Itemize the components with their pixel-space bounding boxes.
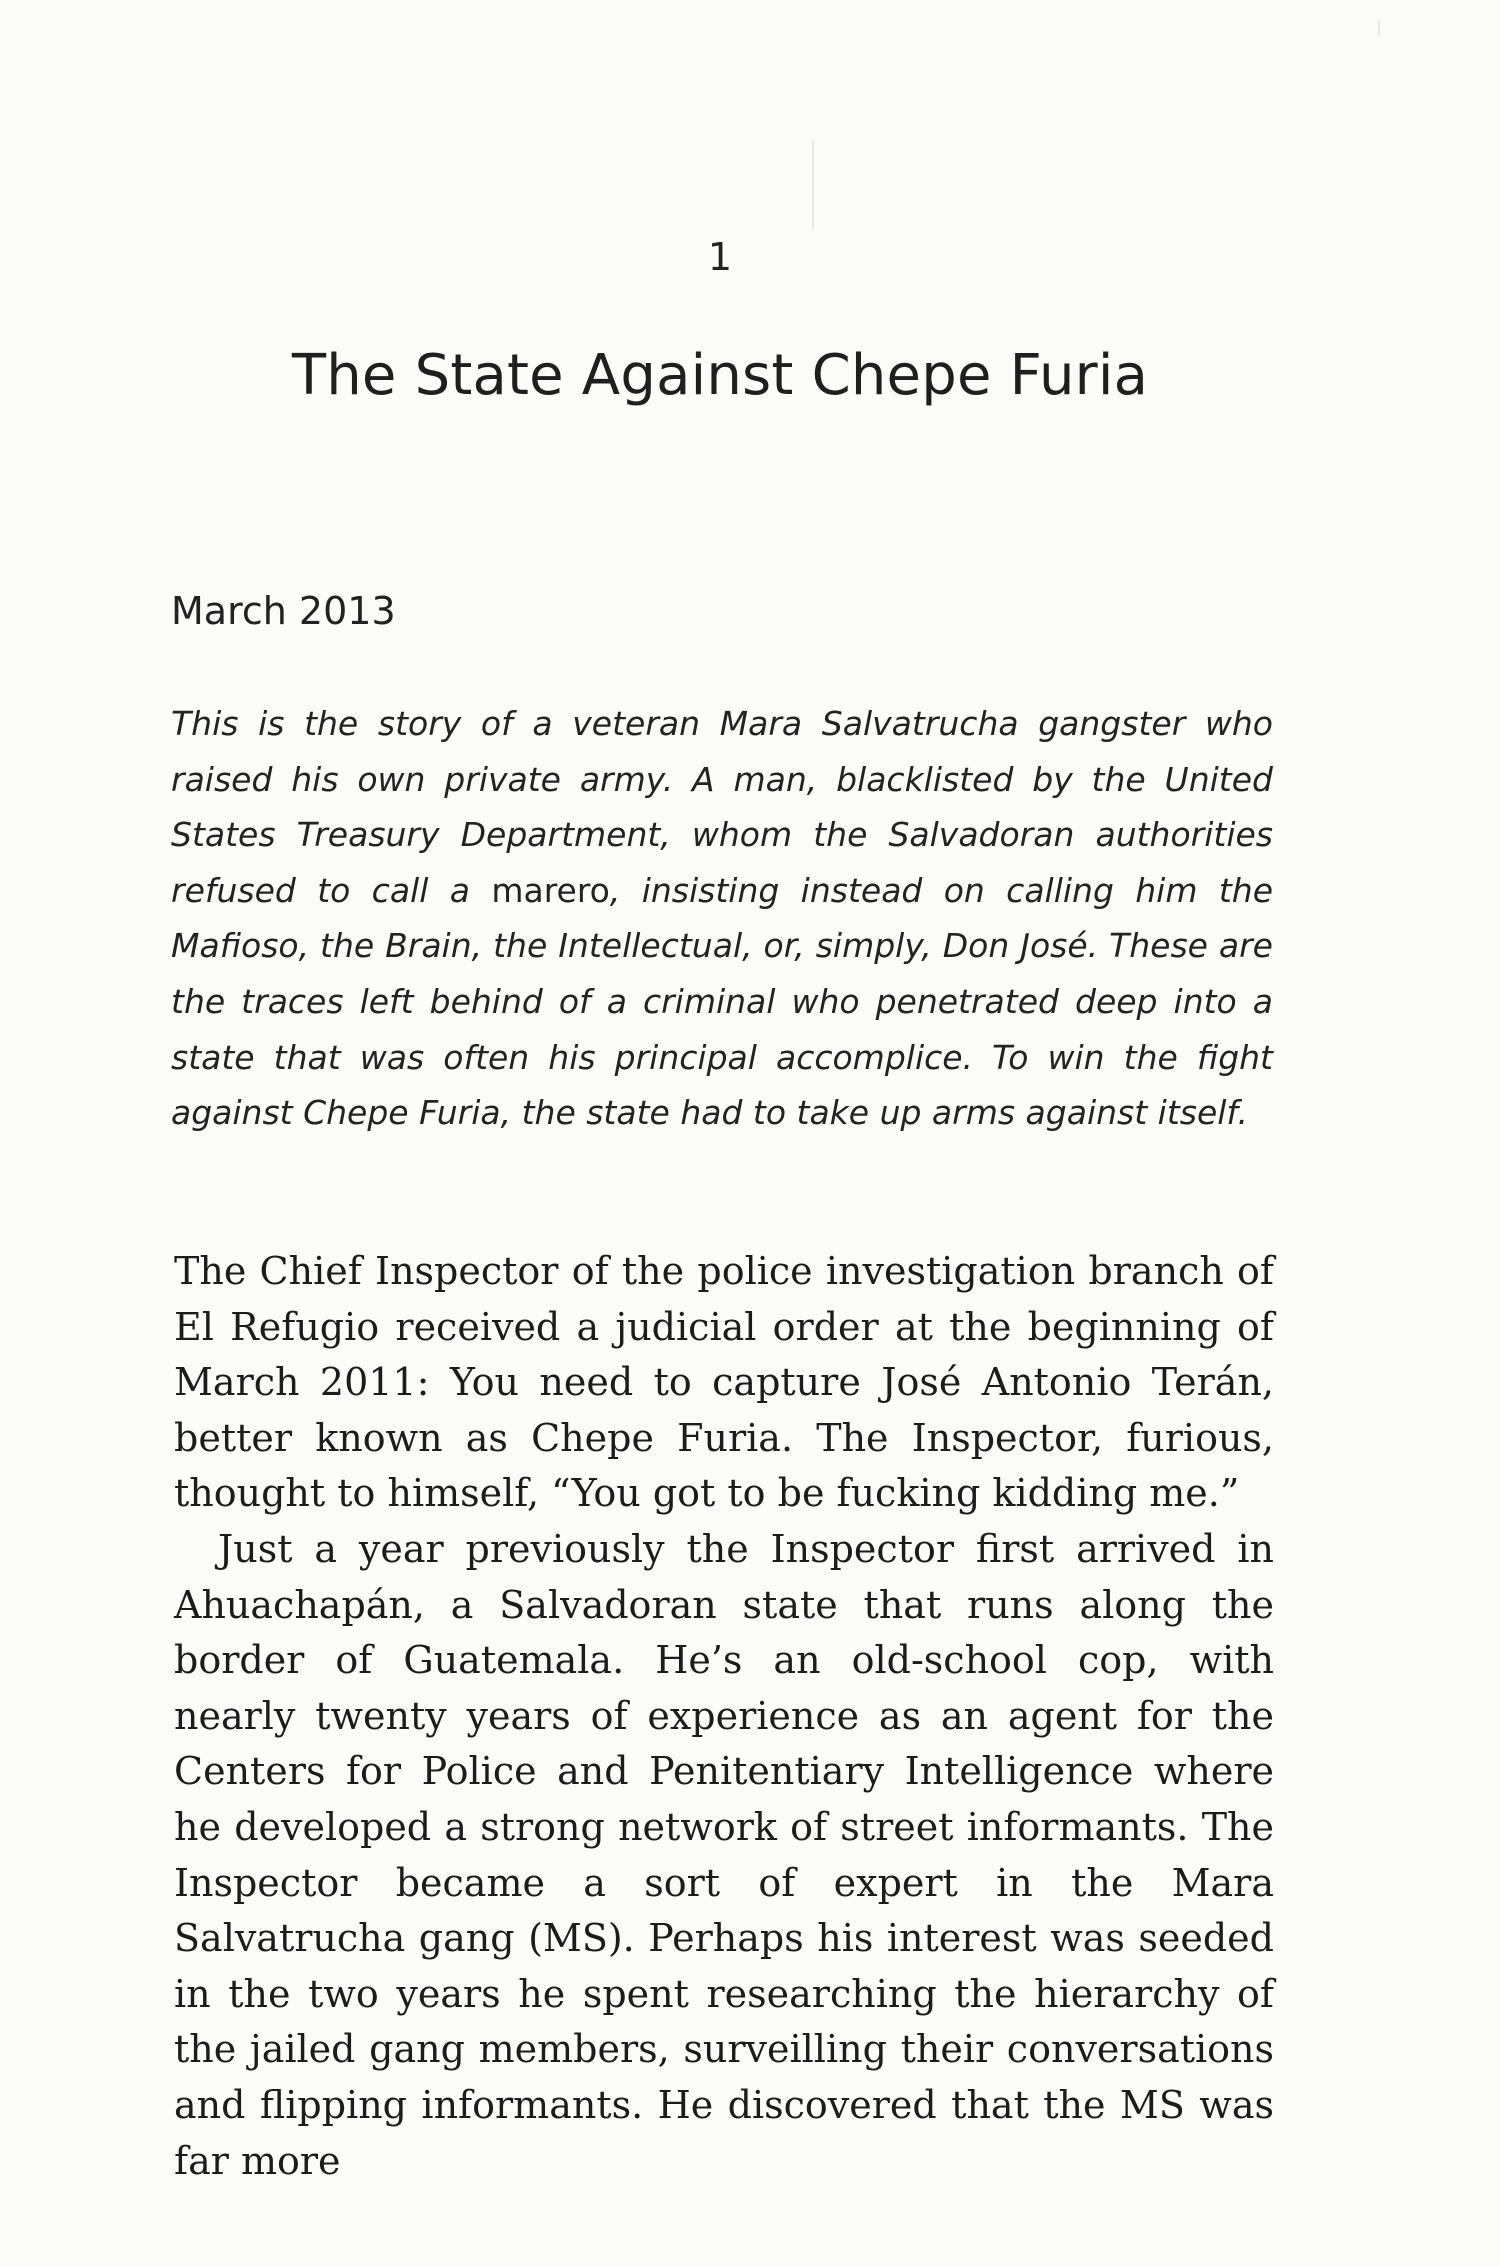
epigraph-text-1: This is the story of a veteran Mara Salvatrucha gangster who raised his own private army. A man, blacklisted by the United States Treasury Department, whom the Salvadoran authorities refused to call a [171, 704, 1273, 910]
chapter-title: The State Against Chepe Furia [291, 343, 1149, 408]
scan-artifact [1378, 20, 1380, 36]
epigraph-roman-word: marero [491, 870, 610, 910]
scan-artifact [812, 140, 814, 230]
body-paragraph-1: The Chief Inspector of the police investigation branch of El Refugio received a judicial order at the beginning of March 2011: You need to capture José Antonio Terán, better known as Chepe Furia. The Inspector, furious, thought to himself, “You got to be fucking kidding me.” [174, 1249, 1274, 1516]
body-text [174, 1244, 1274, 2189]
epigraph-text-2: , insisting instead on calling him the Mafioso, the Brain, the Intellectual, or, simply, Don José. These are the traces left behind of a criminal who penetrated deep into a state that was often his principal accomplice. To win the fight against Chepe Furia, the state had to take up arms against itself. [171, 870, 1274, 1133]
body-paragraph-2: Just a year previously the Inspector first arrived in Ahuachapán, a Salvadoran state that runs along the border of Guatemala. He’s an old-school cop, with nearly twenty years of experience as an agent for the Centers for Police and Penitentiary Intelligence where he developed a strong network of street informants. The Inspector became a sort of expert in the Mara Salvatrucha gang (MS). Perhaps his interest was seeded in the two years he spent researching the hierarchy of the jailed gang members, surveilling their conversations and flipping informants. He discovered that the MS was far more [174, 1526, 1274, 2183]
chapter-number: 1 [707, 235, 733, 279]
chapter-epigraph [171, 696, 1273, 1141]
date-line: March 2013 [171, 589, 396, 633]
